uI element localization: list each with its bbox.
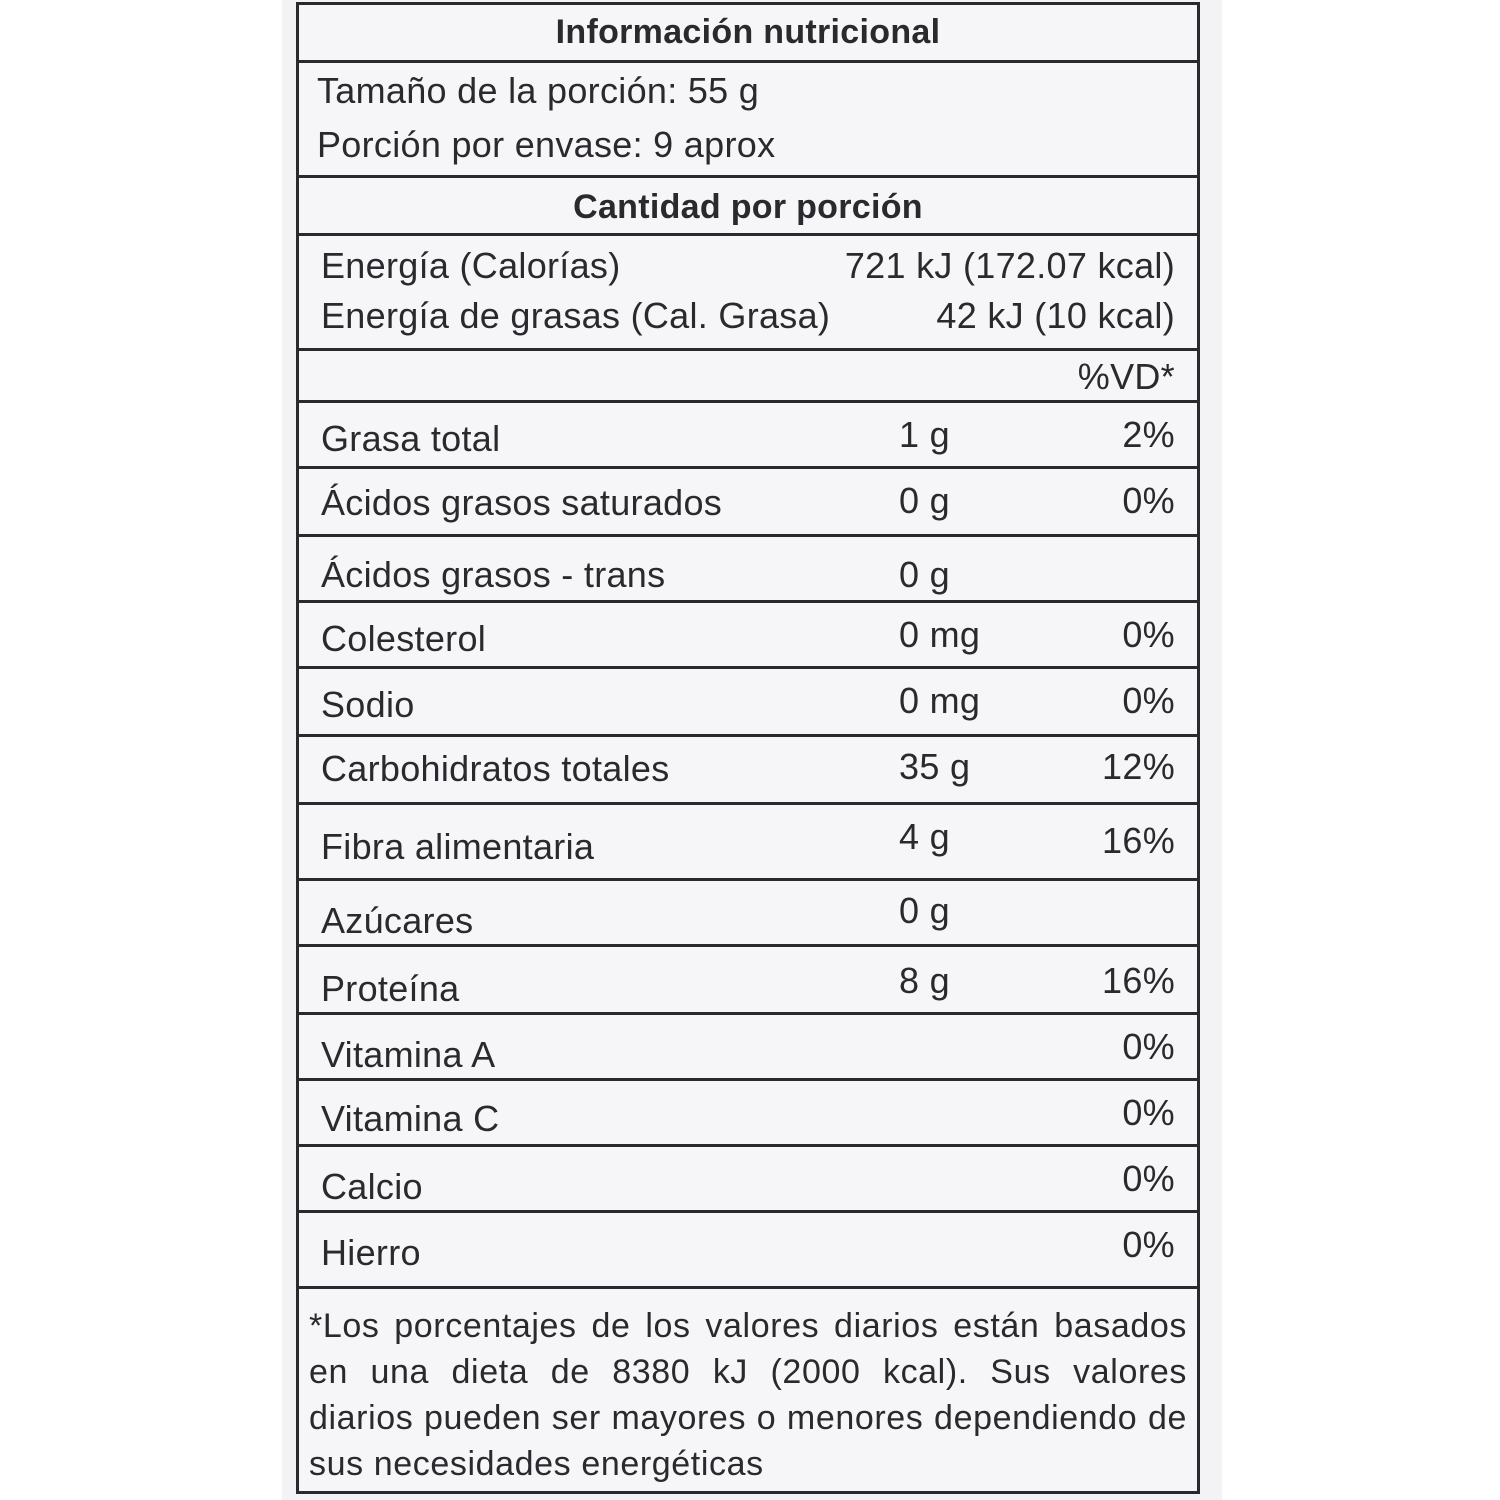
nutrition-facts-label xyxy=(296,2,1200,1494)
title-row xyxy=(299,5,1197,63)
nutrient-amount: 0 mg xyxy=(899,614,981,655)
daily-value-header-row xyxy=(299,351,1197,403)
nutrient-amount: 0 g xyxy=(899,480,950,521)
energy-row xyxy=(299,236,1197,351)
daily-value-heading: %VD* xyxy=(1077,356,1175,397)
amount-per-serving-row xyxy=(299,178,1197,236)
nutrient-daily-value: 0% xyxy=(1122,1092,1175,1133)
nutrient-daily-value: 0% xyxy=(1122,1026,1175,1067)
footnote-row xyxy=(299,1289,1197,1491)
nutrient-row xyxy=(299,1213,1197,1289)
nutrient-daily-value: 12% xyxy=(1102,746,1175,787)
nutrient-name: Vitamina A xyxy=(321,1034,496,1075)
nutrient-row xyxy=(299,537,1197,603)
nutrient-amount: 4 g xyxy=(899,816,950,857)
nutrient-daily-value: 0% xyxy=(1122,680,1175,721)
nutrient-name: Fibra alimentaria xyxy=(321,826,595,867)
nutrient-name: Colesterol xyxy=(321,618,487,659)
nutrient-name: Ácidos grasos saturados xyxy=(321,482,723,523)
nutrient-name: Hierro xyxy=(321,1232,421,1273)
nutrient-name: Proteína xyxy=(321,968,460,1009)
nutrient-row xyxy=(299,881,1197,947)
nutrient-name: Carbohidratos totales xyxy=(321,748,670,789)
nutrient-row xyxy=(299,1015,1197,1081)
nutrient-daily-value: 0% xyxy=(1122,1158,1175,1199)
serving-info-row xyxy=(299,63,1197,178)
nutrient-daily-value: 16% xyxy=(1102,960,1175,1001)
nutrient-daily-value: 0% xyxy=(1122,614,1175,655)
fat-energy-label: Energía de grasas (Cal. Grasa) xyxy=(321,295,831,336)
nutrient-row xyxy=(299,469,1197,537)
energy-label: Energía (Calorías) xyxy=(321,245,621,286)
fat-energy-value: 42 kJ (10 kcal) xyxy=(936,295,1175,336)
serving-size: Tamaño de la porción: 55 g xyxy=(317,70,760,111)
nutrient-row xyxy=(299,603,1197,669)
nutrient-row xyxy=(299,1081,1197,1147)
nutrient-amount: 35 g xyxy=(899,746,971,787)
amount-per-serving-heading: Cantidad por porción xyxy=(573,188,923,226)
nutrient-row xyxy=(299,669,1197,737)
nutrient-amount: 0 g xyxy=(899,890,950,931)
nutrient-name: Vitamina C xyxy=(321,1098,500,1139)
nutrient-daily-value: 0% xyxy=(1122,1224,1175,1265)
nutrient-row xyxy=(299,737,1197,805)
daily-value-footnote: *Los porcentajes de los valores diarios están basados en una dieta de 8380 kJ (2000 kcal). Sus valores diarios pueden ser mayores o menores dependiendo de sus necesidades energéticas xyxy=(309,1307,1187,1483)
nutrient-row xyxy=(299,805,1197,881)
label-title: Información nutricional xyxy=(555,13,941,51)
nutrient-row xyxy=(299,1147,1197,1213)
energy-value: 721 kJ (172.07 kcal) xyxy=(844,245,1175,286)
servings-per-container: Porción por envase: 9 aprox xyxy=(317,124,776,165)
nutrient-name: Sodio xyxy=(321,684,415,725)
nutrient-daily-value: 2% xyxy=(1122,414,1175,455)
nutrient-name: Azúcares xyxy=(321,900,474,941)
nutrient-amount: 8 g xyxy=(899,960,950,1001)
nutrient-name: Ácidos grasos - trans xyxy=(321,554,666,595)
nutrient-amount: 0 g xyxy=(899,554,950,595)
nutrient-amount: 1 g xyxy=(899,414,950,455)
nutrient-name: Grasa total xyxy=(321,418,501,459)
nutrient-daily-value: 16% xyxy=(1102,820,1175,861)
nutrient-daily-value: 0% xyxy=(1122,480,1175,521)
nutrient-row xyxy=(299,403,1197,469)
nutrient-row xyxy=(299,947,1197,1015)
nutrient-amount: 0 mg xyxy=(899,680,981,721)
nutrient-name: Calcio xyxy=(321,1166,423,1207)
